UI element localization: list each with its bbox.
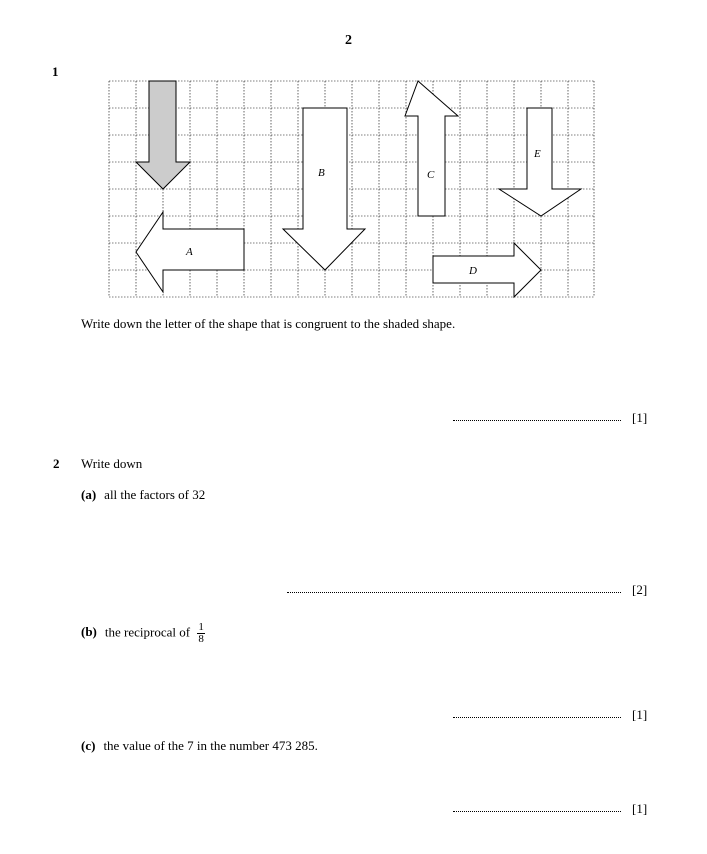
fraction-denominator: 8 xyxy=(198,633,204,645)
marks-q2c: [1] xyxy=(632,801,648,816)
question-2c-label: (c) xyxy=(81,738,96,753)
question-2b-label: (b) xyxy=(81,624,97,640)
shape-b-label: B xyxy=(318,167,325,179)
question-2a-label: (a) xyxy=(81,487,97,502)
question-2a-text: all the factors of 32 xyxy=(104,487,206,502)
answer-line-q2a[interactable] xyxy=(287,592,621,593)
shape-e-label: E xyxy=(534,148,541,160)
question-2b xyxy=(81,622,205,645)
question-1-number: 1 xyxy=(52,64,59,79)
answer-line-q2c[interactable] xyxy=(453,811,621,812)
fraction-one-eighth xyxy=(197,622,205,645)
question-2-number: 2 xyxy=(53,456,60,471)
page-number: 2 xyxy=(345,33,352,48)
question-1-prompt: Write down the letter of the shape that is congruent to the shaded shape. xyxy=(81,316,456,331)
answer-line-q1[interactable] xyxy=(453,420,621,421)
fraction-numerator: 1 xyxy=(198,621,204,633)
marks-q2a: [2] xyxy=(632,582,648,597)
grid-figure xyxy=(100,72,600,302)
question-2-intro: Write down xyxy=(81,456,143,471)
shape-a-label: A xyxy=(186,246,193,258)
question-2b-text: the reciprocal of xyxy=(104,624,191,640)
shape-c-label: C xyxy=(427,169,435,181)
shape-c xyxy=(405,81,458,216)
shape-d-label: D xyxy=(469,265,477,277)
question-2c-text: the value of the 7 in the number 473 285. xyxy=(103,738,318,753)
question-2c xyxy=(81,738,318,754)
answer-line-q2b[interactable] xyxy=(453,717,621,718)
marks-q1: [1] xyxy=(632,410,648,425)
question-2a xyxy=(81,487,205,503)
marks-q2b: [1] xyxy=(632,707,648,722)
